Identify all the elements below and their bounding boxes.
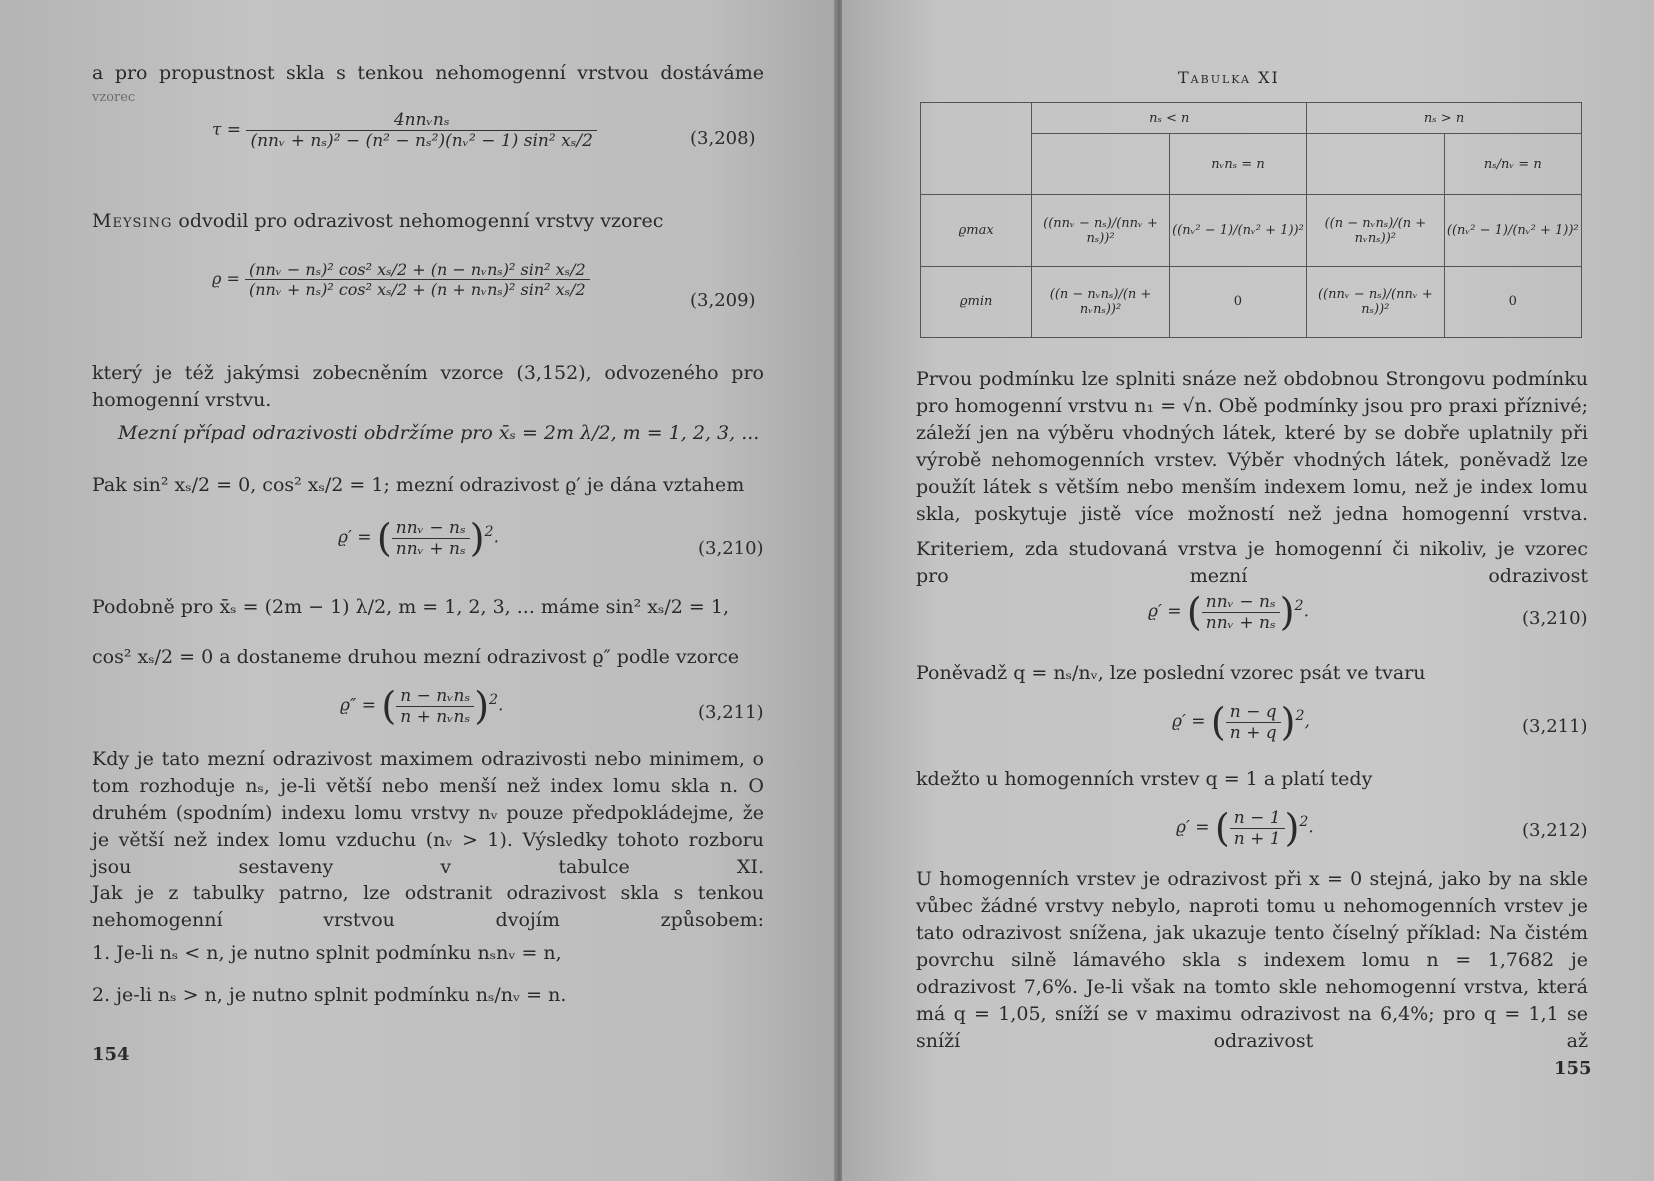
equation-lhs: ϱ′ =	[1148, 601, 1182, 622]
paragraph-limit-case: Mezní případ odrazivosti obdržíme pro x̄ₛ = 2m λ/2, m = 1, 2, 3, ...	[118, 422, 760, 444]
table-cell: ((nᵥ² − 1)/(nᵥ² + 1))²	[1444, 195, 1581, 266]
page-number: 155	[1554, 1058, 1592, 1079]
table-corner	[921, 103, 1032, 195]
table-subheader-empty	[1307, 134, 1444, 195]
equation-numerator: n − 1	[1230, 808, 1285, 829]
equation-lhs: ϱ′ =	[1172, 711, 1206, 732]
equation-number: (3,211)	[698, 702, 764, 723]
paragraph-final: U homogenních vrstev je odrazivost při x = 0 stejná, jako by na skle vůbec žádné vrstvy nebylo, naproti tomu u nehomogenních vrstev je tato odrazivost snížena, jak ukazuje tento číselný příklad: Na čistém povrchu silně lámavého skla s indexem lomu n = 1,7682 je odrazivost 7,6%. Je-li však na tomto skle nehomogenní vrstva, která má q = 1,05, sníží se v maximu odrazivost na 6,4%; pro q = 1,1 se sníží odrazivost až	[916, 868, 1588, 1052]
equation-fraction	[392, 518, 470, 559]
equation-number: (3,211)	[1522, 716, 1588, 737]
paragraph-since: Poněvadž q = nₛ/nᵥ, lze poslední vzorec psát ve tvaru	[916, 662, 1426, 684]
equation-3209	[212, 260, 590, 299]
equation-3211-right: ϱ′ = ( $\frac{n - q}{n + q}$ )$^2$,	[1172, 700, 1310, 744]
equation-3211: ϱ″ = ( $\frac{\text{n − nᵥnₛ}}{\text{n + nᵥnₛ}}$ )$^2$.	[340, 684, 504, 728]
equation-3212: ϱ′ = ( $\frac{n - 1}{n + 1}$ )$^2$.	[1176, 806, 1314, 850]
equation-fraction	[245, 260, 590, 299]
equation-number: (3,210)	[1522, 608, 1588, 629]
equation-denominator: n + nᵥnₛ	[400, 706, 471, 727]
equation-denominator: (nnᵥ + nₛ)² cos² xₛ/2 + (n + nᵥnₛ)² sin² xₛ/2	[249, 280, 586, 299]
equation-lhs: ϱ =	[212, 269, 240, 288]
equation-denominator: n + q	[1229, 722, 1277, 743]
paragraph-as-seen: Jak je z tabulky patrno, lze odstranit odrazivost skla s tenkou nehomogenní vrstvou dvojím způsobem:	[92, 882, 764, 931]
paragraph-cos: cos² xₛ/2 = 0 a dostaneme druhou mezní odrazivost ϱ″ podle vzorce	[92, 646, 740, 668]
table-cell: 0	[1169, 266, 1306, 337]
meysing-paragraph	[92, 208, 764, 235]
equation-3208	[212, 110, 597, 151]
equation-lhs: ϱ″ =	[340, 695, 376, 716]
paragraph-first: Prvou podmínku lze splniti snáze než obdobnou Strongovu podmínku pro homogenní vrstvu n₁ = √n. Obě podmínky jsou pro praxi příznivé; záleží jen na výběru vhodných látek, které by se dobře uplatnily při výrobě nehomogenních vrstev. Výběr vhodných látek, poněvadž lze použít látek s větším nebo menším indexem lomu, než je index lomu skla, poskytuje jistě více možností než jedna homogenní vrstva.	[916, 368, 1588, 525]
table-cell: ((n − nᵥnₛ)/(n + nᵥnₛ))²	[1307, 195, 1444, 266]
equation-number: (3,212)	[1522, 820, 1588, 841]
equation-fraction	[1202, 592, 1280, 633]
list-item-1: 1. Je-li nₛ < n, je nutno splnit podmínku nₛnᵥ = n,	[92, 942, 562, 964]
paragraph-criterion: Kriteriem, zda studovaná vrstva je homogenní či nikoliv, je vzorec pro mezní odrazivost	[916, 538, 1588, 587]
equation-denominator: nnᵥ + nₛ	[1205, 612, 1276, 633]
equation-lhs: ϱ′ =	[338, 527, 372, 548]
table-row-label-min: ϱmin	[921, 266, 1032, 337]
page-number: 154	[92, 1044, 130, 1065]
equation-lhs: ϱ′ =	[1176, 817, 1210, 838]
meysing-text: odvodil pro odrazivost nehomogenní vrstvy vzorec	[178, 210, 664, 232]
equation-denominator: nnᵥ + nₛ	[395, 538, 466, 559]
paragraph-when: Kdy je tato mezní odrazivost maximem odrazivosti nebo minimem, o tom rozhoduje nₛ, je-li větší nebo menší než index lomu skla n. O druhém (spodním) indexu lomu vrstvy nᵥ pouze předpokládejme, že je větší než index lomu vzduchu (nᵥ > 1). Výsledky tohoto rozboru jsou sestaveny v tabulce XI.	[92, 748, 764, 878]
equation-numerator: n − q	[1226, 702, 1281, 723]
intro-line-2: vzorec	[92, 90, 136, 105]
equation-fraction	[1230, 808, 1285, 849]
equation-number: (3,209)	[690, 290, 756, 311]
table-subheader-cond2: nₛ/nᵥ = n	[1444, 134, 1581, 195]
table-xi	[920, 102, 1582, 338]
equation-numerator: (nnᵥ − nₛ)² cos² xₛ/2 + (n − nᵥnₛ)² sin² xₛ/2	[245, 260, 590, 280]
table-header-ns-less: nₛ < n	[1032, 103, 1307, 134]
table-cell: 0	[1444, 266, 1581, 337]
equation-denominator: n + 1	[1233, 828, 1281, 849]
equation-number: (3,210)	[698, 538, 764, 559]
table-caption: Tabulka XI	[1178, 68, 1280, 87]
author-name: Meysing	[92, 210, 173, 232]
table-header-ns-greater: nₛ > n	[1307, 103, 1582, 134]
equation-number: (3,208)	[690, 128, 756, 149]
equation-numerator: nnᵥ − nₛ	[1202, 592, 1280, 613]
paragraph-then: Pak sin² xₛ/2 = 0, cos² xₛ/2 = 1; mezní odrazivost ϱ′ je dána vztahem	[92, 474, 745, 496]
table-cell: ((n − nᵥnₛ)/(n + nᵥnₛ))²	[1032, 266, 1169, 337]
right-page	[842, 0, 1654, 1181]
equation-3210: ϱ′ = ( $\frac{\text{nnᵥ − nₛ}}{\text{nnᵥ + nₛ}}$ )$^2$.	[338, 516, 499, 560]
equation-numerator: nnᵥ − nₛ	[392, 518, 470, 539]
list-item-2: 2. je-li nₛ > n, je nutno splnit podmínku nₛ/nᵥ = n.	[92, 984, 567, 1006]
table-subheader-cond1: nᵥnₛ = n	[1169, 134, 1306, 195]
equation-lhs: τ =	[212, 120, 242, 140]
equation-numerator: 4nnᵥnₛ	[246, 110, 596, 131]
paragraph-similarly: Podobně pro x̄ₛ = (2m − 1) λ/2, m = 1, 2, 3, ... máme sin² xₛ/2 = 1,	[92, 596, 730, 618]
equation-numerator: n − nᵥnₛ	[396, 686, 474, 707]
table-cell: ((nᵥ² − 1)/(nᵥ² + 1))²	[1169, 195, 1306, 266]
table-cell: ((nnᵥ − nₛ)/(nnᵥ + nₛ))²	[1307, 266, 1444, 337]
equation-fraction	[246, 110, 596, 151]
table-row-label-max: ϱmax	[921, 195, 1032, 266]
equation-denominator: (nnᵥ + nₛ)² − (n² − nₛ²)(nᵥ² − 1) sin² xₛ/2	[250, 131, 593, 151]
table-subheader-empty	[1032, 134, 1169, 195]
paragraph-whereas: kdežto u homogenních vrstev q = 1 a platí tedy	[916, 768, 1373, 790]
equation-3210-right: ϱ′ = ( $\frac{\text{nnᵥ − nₛ}}{\text{nnᵥ + nₛ}}$ )$^2$.	[1148, 590, 1309, 634]
equation-fraction	[396, 686, 474, 727]
intro-line: a pro propustnost skla s tenkou nehomogenní vrstvou dostáváme	[92, 62, 764, 84]
equation-fraction	[1226, 702, 1281, 743]
table-cell: ((nnᵥ − nₛ)/(nnᵥ + nₛ))²	[1032, 195, 1169, 266]
paragraph-generalization: který je též jakýmsi zobecněním vzorce (3,152), odvozeného pro homogenní vrstvu.	[92, 362, 764, 411]
